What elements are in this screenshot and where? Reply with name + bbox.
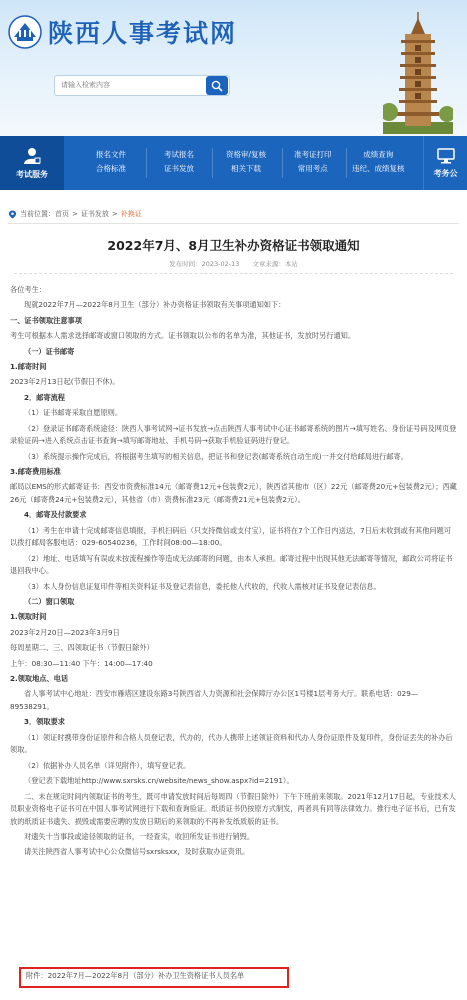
nav-col-5 bbox=[352, 148, 405, 176]
nav-link[interactable]: 准考证打印 bbox=[294, 150, 332, 159]
article-paragraph: 2023年2月13日起(节假日不休)。 bbox=[10, 377, 120, 387]
article-paragraph: 请关注陕西省人事考试中心公众微信号sxrsksxx，及时获取办证资讯。 bbox=[24, 847, 250, 857]
article-paragraph: 3．领取要求 bbox=[24, 717, 65, 727]
article-paragraph: 2.领取地点、电话 bbox=[10, 673, 69, 683]
breadcrumb-prefix: 当前位置： bbox=[20, 210, 55, 218]
search-box bbox=[54, 75, 230, 96]
article-paragraph: 1.领取时间 bbox=[10, 612, 47, 622]
search-input[interactable] bbox=[55, 76, 206, 95]
breadcrumb-home[interactable]: 首页 bbox=[55, 210, 69, 218]
meta-divider bbox=[14, 273, 453, 274]
nav-col-2 bbox=[164, 148, 194, 176]
nav-divider bbox=[282, 148, 283, 178]
article-paragraph: 上午：08:30—11:40 下午：14:00—17:40 bbox=[10, 658, 153, 668]
nav-col-1 bbox=[96, 148, 126, 176]
article-paragraph: 考生可根据本人需求选择邮寄或窗口领取的方式。证书领取以公布的名单为准，其他证书，发放时另行通知。 bbox=[10, 331, 356, 341]
breadcrumb-divider bbox=[8, 223, 459, 224]
nav-link[interactable]: 资格审/复核 bbox=[226, 150, 267, 159]
main-nav bbox=[0, 136, 467, 190]
logo-emblem-icon bbox=[8, 15, 42, 49]
nav-exam-announce-label: 考务公 bbox=[433, 168, 458, 178]
article-content bbox=[10, 284, 458, 862]
location-pin-icon bbox=[8, 210, 17, 219]
nav-exam-announce[interactable] bbox=[423, 136, 467, 190]
article-paragraph: 省人事考试中心地址：西安市雁塔区建设东路3号陕西省人力资源和社会保障厅办公区1号楼1层考务大厅。联系电话：029—89538291。 bbox=[10, 689, 419, 711]
nav-exam-service[interactable] bbox=[0, 136, 64, 190]
search-icon bbox=[211, 80, 223, 92]
monitor-icon bbox=[437, 148, 455, 164]
article-paragraph: 各位考生： bbox=[10, 285, 46, 294]
article-title: 2022年7月、8月卫生补办资格证书领取通知 bbox=[107, 238, 360, 253]
article-paragraph: （二）窗口领取 bbox=[24, 597, 75, 607]
article-paragraph: 二、未在规定时间内领取证书的考生，既可申请发放时间后每周四（节假日除外）下午下班前来领取。2021年12月17日起，专业技术人员职业资格电子证书可在中国人事考试网进行下载和查询验证。纸质证书仍按原方式制发，两者具有同等法律效力。推行电子证书后，已有发放的纸质证书遗失、损毁或需要应聘的发放日期后的来领取的不再补发纸质版的证书。 bbox=[10, 791, 456, 826]
article-paragraph: 邮局以EMS的形式邮寄证书：西安市资费标准14元（邮寄费12元+包装费2元），陕西省其他市（区）22元（邮寄费20元+包装费2元）；西藏26元（邮寄费24元+包装费2元），其他省（市）资费标准23元（邮寄费21元+包装费2元）。 bbox=[10, 482, 457, 504]
nav-link[interactable]: 考试报名 bbox=[164, 150, 194, 159]
article-paragraph: 3.邮寄费用标准 bbox=[10, 466, 61, 476]
article-paragraph: （2）登录证书邮寄系统途径：陕西人事考试网→证书发放→点击陕西人事考试中心证书邮寄系统的图片→填写姓名、身份证号码及网页登录验证码→进入系统点击证书查询→填写邮寄地址、手机号码→获取手机验证码进行登记。 bbox=[10, 423, 457, 446]
breadcrumb-current[interactable]: 补换证 bbox=[120, 210, 142, 218]
article-paragraph: 对遗失十当事段或途径领取的证书，一经查实，收回所发证书进行销毁。 bbox=[24, 832, 255, 842]
article-paragraph: 每周星期二、三、四领取证书（节假日除外） bbox=[10, 643, 154, 653]
article-paragraph: （2）依据补办人员名单（详见附件），填写登记表。 bbox=[24, 760, 191, 770]
article-meta: 发布时间：2023-02-13 文章来源：本站 bbox=[169, 260, 298, 268]
article-paragraph: （1）证书邮寄采取自愿原则。 bbox=[24, 408, 123, 418]
nav-col-4 bbox=[294, 148, 332, 176]
article-paragraph: （登记表下载地址http://www.sxrsks.cn/website/news_show.aspx?id=2191）。 bbox=[24, 776, 294, 786]
logo-area[interactable] bbox=[8, 14, 237, 50]
nav-link[interactable]: 常用考点 bbox=[297, 164, 328, 173]
article-paragraph: （1）领证时携带身份证原件和合格人员登记表，代办的，代办人携带上述领证资料和代办人身份证原件及复印件，身份证丢失的补办后领取。 bbox=[10, 732, 453, 755]
nav-link[interactable]: 违纪、成绩复核 bbox=[352, 164, 405, 173]
nav-divider bbox=[346, 148, 347, 178]
attachment-link[interactable]: 附件：2022年7月—2022年8月（部分）补办卫生资格证书人员名单 bbox=[26, 971, 245, 980]
breadcrumb-sep: > bbox=[72, 210, 78, 218]
article-paragraph: （2）地址、电话填写有误或未按流程操作等造成无法邮寄的问题，由本人承担。邮寄过程中出现其他无法邮寄等情况，邮政公司将证书退回我中心。 bbox=[10, 553, 453, 576]
article-paragraph: （1）考生在申请十完成邮寄信息填报，手机扫码后（只支持微信或支付宝），证书将在7个工作日内送达，7日后未收到或有其他问题可以拨打邮局客服电话：029-60540236，工作时间08:00—18:00。 bbox=[10, 525, 451, 548]
breadcrumb-sep: > bbox=[111, 210, 118, 218]
site-header bbox=[0, 0, 467, 136]
nav-link[interactable]: 成绩查询 bbox=[363, 150, 394, 159]
article-paragraph: 1.邮寄时间 bbox=[10, 361, 47, 371]
nav-link[interactable]: 合格标准 bbox=[96, 164, 126, 173]
nav-link[interactable]: 证书发放 bbox=[164, 164, 194, 173]
article-paragraph: 一、证书领取注意事项 bbox=[10, 315, 82, 325]
user-service-icon bbox=[22, 147, 42, 165]
article-paragraph: （3）本人身份信息证复印件等相关资料证书及登记表信息，委托他人代收的，代收人需核对证书及登记表信息。 bbox=[24, 581, 381, 591]
nav-divider bbox=[146, 148, 147, 178]
nav-divider bbox=[212, 148, 213, 178]
article-paragraph: 4．邮寄及付款要求 bbox=[24, 510, 87, 520]
pagoda-illustration bbox=[383, 12, 453, 134]
article-paragraph: 2023年2月20日—2023年3月9日 bbox=[10, 627, 120, 637]
breadcrumb-level1[interactable]: 证书发放 bbox=[80, 210, 109, 218]
search-button[interactable] bbox=[206, 76, 228, 95]
nav-col-3 bbox=[226, 148, 266, 176]
nav-exam-service-label: 考试服务 bbox=[16, 169, 48, 179]
article-paragraph: 现就2022年7月—2022年8月卫生（部分）补办资格证书领取有关事项通知如下： bbox=[24, 300, 286, 310]
nav-link[interactable]: 报名文件 bbox=[96, 150, 126, 159]
article-paragraph: 2．邮寄流程 bbox=[24, 392, 65, 402]
article-paragraph: （一）证书邮寄 bbox=[24, 346, 75, 356]
breadcrumb bbox=[8, 207, 459, 221]
article-paragraph: （3）系统提示操作完成后，将根据考生填写的相关信息，把证书和登记表(邮寄系统自动生成)一并交付给邮局进行邮寄。 bbox=[24, 451, 408, 461]
site-title: 陕西人事考试网 bbox=[48, 19, 238, 48]
nav-link[interactable]: 相关下载 bbox=[231, 164, 262, 173]
